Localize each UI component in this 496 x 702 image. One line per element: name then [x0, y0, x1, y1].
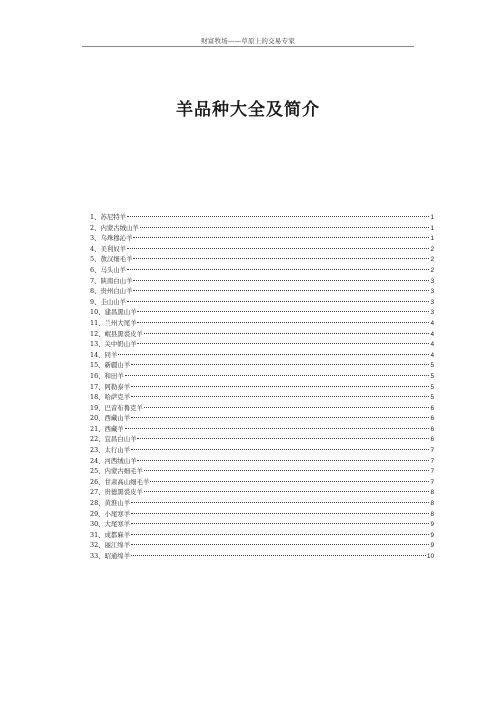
toc-entry-label: 2、内蒙古绒山羊 — [90, 223, 139, 232]
toc-entry-label: 31、成都麻羊 — [90, 530, 131, 539]
toc-entry-label: 17、阿勒泰羊 — [90, 382, 131, 391]
toc-entry-label: 29、小尾寒羊 — [90, 509, 131, 518]
toc-entry-page-number: 9 — [430, 542, 434, 550]
toc-entry-label: 14、同羊 — [90, 350, 118, 359]
toc-entry-page-number: 6 — [430, 425, 434, 433]
toc-dot-leader — [131, 523, 429, 524]
toc-dot-leader — [137, 343, 429, 344]
toc-entry[interactable] — [90, 498, 434, 509]
toc-dot-leader — [131, 417, 429, 418]
toc-entry-page-number: 5 — [430, 362, 434, 370]
toc-entry[interactable] — [90, 276, 434, 287]
toc-entry-label: 24、河西绒山羊 — [90, 456, 137, 465]
toc-entry-label: 4、美利奴羊 — [90, 244, 127, 253]
toc-entry-page-number: 7 — [430, 457, 434, 465]
toc-dot-leader — [144, 407, 430, 408]
toc-dot-leader — [133, 237, 429, 238]
toc-entry[interactable] — [90, 339, 434, 350]
toc-entry-label: 15、新疆山羊 — [90, 361, 131, 370]
toc-entry[interactable] — [90, 392, 434, 403]
toc-entry[interactable] — [90, 371, 434, 382]
toc-entry-page-number: 3 — [430, 288, 434, 296]
toc-entry-page-number: 7 — [430, 478, 434, 486]
toc-entry[interactable] — [90, 265, 434, 276]
toc-dot-leader — [131, 513, 429, 514]
toc-entry[interactable] — [90, 382, 434, 393]
toc-entry-label: 22、宜昌白山羊 — [90, 435, 137, 444]
toc-entry-label: 5、敖汉细毛羊 — [90, 255, 133, 264]
toc-dot-leader — [144, 491, 430, 492]
toc-entry-page-number: 1 — [430, 214, 434, 221]
toc-entry[interactable] — [90, 424, 434, 435]
toc-entry-label: 27、贵德黑裘皮羊 — [90, 488, 143, 497]
toc-entry-label: 13、关中奶山羊 — [90, 340, 137, 349]
toc-entry-label: 11、兰州大尾羊 — [90, 318, 137, 327]
page-header: 财富牧场——草原上的交易专家 — [201, 37, 295, 45]
toc-entry[interactable] — [90, 318, 434, 329]
toc-dot-leader — [127, 269, 429, 270]
toc-entry-label: 23、太行山羊 — [90, 446, 131, 455]
toc-entry-label: 16、和田羊 — [90, 371, 124, 380]
toc-entry[interactable] — [90, 551, 434, 562]
toc-entry-page-number: 6 — [430, 415, 434, 423]
toc-dot-leader — [137, 438, 429, 439]
toc-entry-page-number: 8 — [430, 510, 434, 518]
table-of-contents — [90, 212, 434, 562]
toc-entry[interactable] — [90, 223, 434, 234]
toc-entry[interactable] — [90, 244, 434, 255]
toc-entry[interactable] — [90, 530, 434, 541]
toc-entry-label: 28、黄淮山羊 — [90, 499, 131, 508]
toc-dot-leader — [127, 216, 429, 217]
toc-entry[interactable] — [90, 487, 434, 498]
toc-entry-label: 10、建昌黑山羊 — [90, 308, 137, 317]
toc-dot-leader — [125, 428, 430, 429]
toc-entry-label: 9、圭山山羊 — [90, 297, 127, 306]
toc-entry[interactable] — [90, 254, 434, 265]
toc-entry-page-number: 3 — [430, 298, 434, 306]
toc-entry-label: 3、乌珠穆沁羊 — [90, 234, 133, 243]
toc-dot-leader — [144, 470, 430, 471]
toc-entry[interactable] — [90, 456, 434, 467]
toc-dot-leader — [131, 555, 426, 556]
toc-dot-leader — [131, 534, 429, 535]
toc-entry-page-number: 7 — [430, 447, 434, 455]
toc-entry-page-number: 4 — [430, 319, 434, 327]
toc-entry[interactable] — [90, 350, 434, 361]
toc-entry[interactable] — [90, 445, 434, 456]
toc-entry[interactable] — [90, 329, 434, 340]
toc-dot-leader — [137, 322, 429, 323]
toc-entry[interactable] — [90, 403, 434, 414]
toc-entry[interactable] — [90, 509, 434, 520]
toc-dot-leader — [131, 396, 429, 397]
toc-entry-label: 32、丽江绵羊 — [90, 541, 131, 550]
toc-dot-leader — [133, 280, 429, 281]
toc-dot-leader — [144, 333, 430, 334]
toc-dot-leader — [131, 386, 429, 387]
toc-entry[interactable] — [90, 286, 434, 297]
toc-dot-leader — [131, 544, 429, 545]
toc-entry[interactable] — [90, 466, 434, 477]
toc-dot-leader — [133, 290, 429, 291]
toc-entry[interactable] — [90, 212, 434, 223]
toc-entry-page-number: 2 — [430, 256, 434, 264]
toc-dot-leader — [125, 375, 430, 376]
toc-dot-leader — [137, 311, 429, 312]
toc-dot-leader — [133, 258, 429, 259]
toc-entry[interactable] — [90, 434, 434, 445]
toc-entry[interactable] — [90, 233, 434, 244]
toc-entry-label: 26、甘肃高山细毛羊 — [90, 477, 150, 486]
toc-entry-label: 30、大尾寒羊 — [90, 520, 131, 529]
toc-entry-page-number: 3 — [430, 309, 434, 317]
toc-entry[interactable] — [90, 519, 434, 530]
toc-entry-page-number: 1 — [430, 224, 434, 232]
document-title: 羊品种大全及简介 — [176, 100, 320, 120]
toc-dot-leader — [131, 449, 429, 450]
toc-dot-leader — [137, 460, 429, 461]
toc-entry[interactable] — [90, 297, 434, 308]
toc-entry-page-number: 4 — [430, 330, 434, 338]
header-divider — [82, 46, 414, 47]
toc-entry-page-number: 8 — [430, 500, 434, 508]
toc-entry-page-number: 8 — [430, 489, 434, 497]
toc-entry-page-number: 5 — [430, 394, 434, 402]
toc-entry-label: 8、贵州白山羊 — [90, 287, 133, 296]
toc-entry-label: 7、陕南白山羊 — [90, 276, 133, 285]
toc-entry-page-number: 1 — [430, 235, 434, 243]
toc-dot-leader — [118, 354, 429, 355]
toc-entry[interactable] — [90, 360, 434, 371]
toc-entry-label: 25、内蒙古细毛羊 — [90, 467, 143, 476]
toc-dot-leader — [131, 502, 429, 503]
toc-dot-leader — [127, 248, 429, 249]
toc-entry-page-number: 5 — [430, 372, 434, 380]
toc-entry-page-number: 9 — [430, 521, 434, 529]
toc-entry-label: 12、岷县黑裘皮羊 — [90, 329, 143, 338]
toc-entry-page-number: 4 — [430, 351, 434, 359]
toc-entry-label: 1、苏尼特羊 — [90, 213, 127, 221]
toc-entry-label: 18、哈萨克羊 — [90, 393, 131, 402]
toc-entry[interactable] — [90, 413, 434, 424]
toc-entry-page-number: 2 — [430, 245, 434, 253]
toc-entry-page-number: 4 — [430, 341, 434, 349]
toc-dot-leader — [131, 364, 429, 365]
toc-entry-page-number: 6 — [430, 404, 434, 412]
toc-dot-leader — [127, 301, 429, 302]
toc-entry[interactable] — [90, 477, 434, 488]
toc-dot-leader — [140, 227, 430, 228]
toc-entry-label: 21、西藏羊 — [90, 424, 124, 433]
toc-entry-page-number: 6 — [430, 436, 434, 444]
toc-entry-label: 20、西藏山羊 — [90, 414, 131, 423]
toc-entry-page-number: 3 — [430, 277, 434, 285]
toc-entry[interactable] — [90, 307, 434, 318]
toc-entry-page-number: 9 — [430, 531, 434, 539]
toc-entry-page-number: 7 — [430, 468, 434, 476]
toc-entry-label: 33、昭通绵羊 — [90, 552, 131, 560]
toc-dot-leader — [150, 481, 429, 482]
toc-entry-label: 6、马头山羊 — [90, 265, 127, 274]
toc-entry-label: 19、巴音布鲁克羊 — [90, 403, 143, 412]
toc-entry[interactable] — [90, 540, 434, 551]
toc-entry-page-number: 2 — [430, 266, 434, 274]
toc-entry-page-number: 10 — [426, 553, 434, 560]
toc-entry-page-number: 5 — [430, 383, 434, 391]
